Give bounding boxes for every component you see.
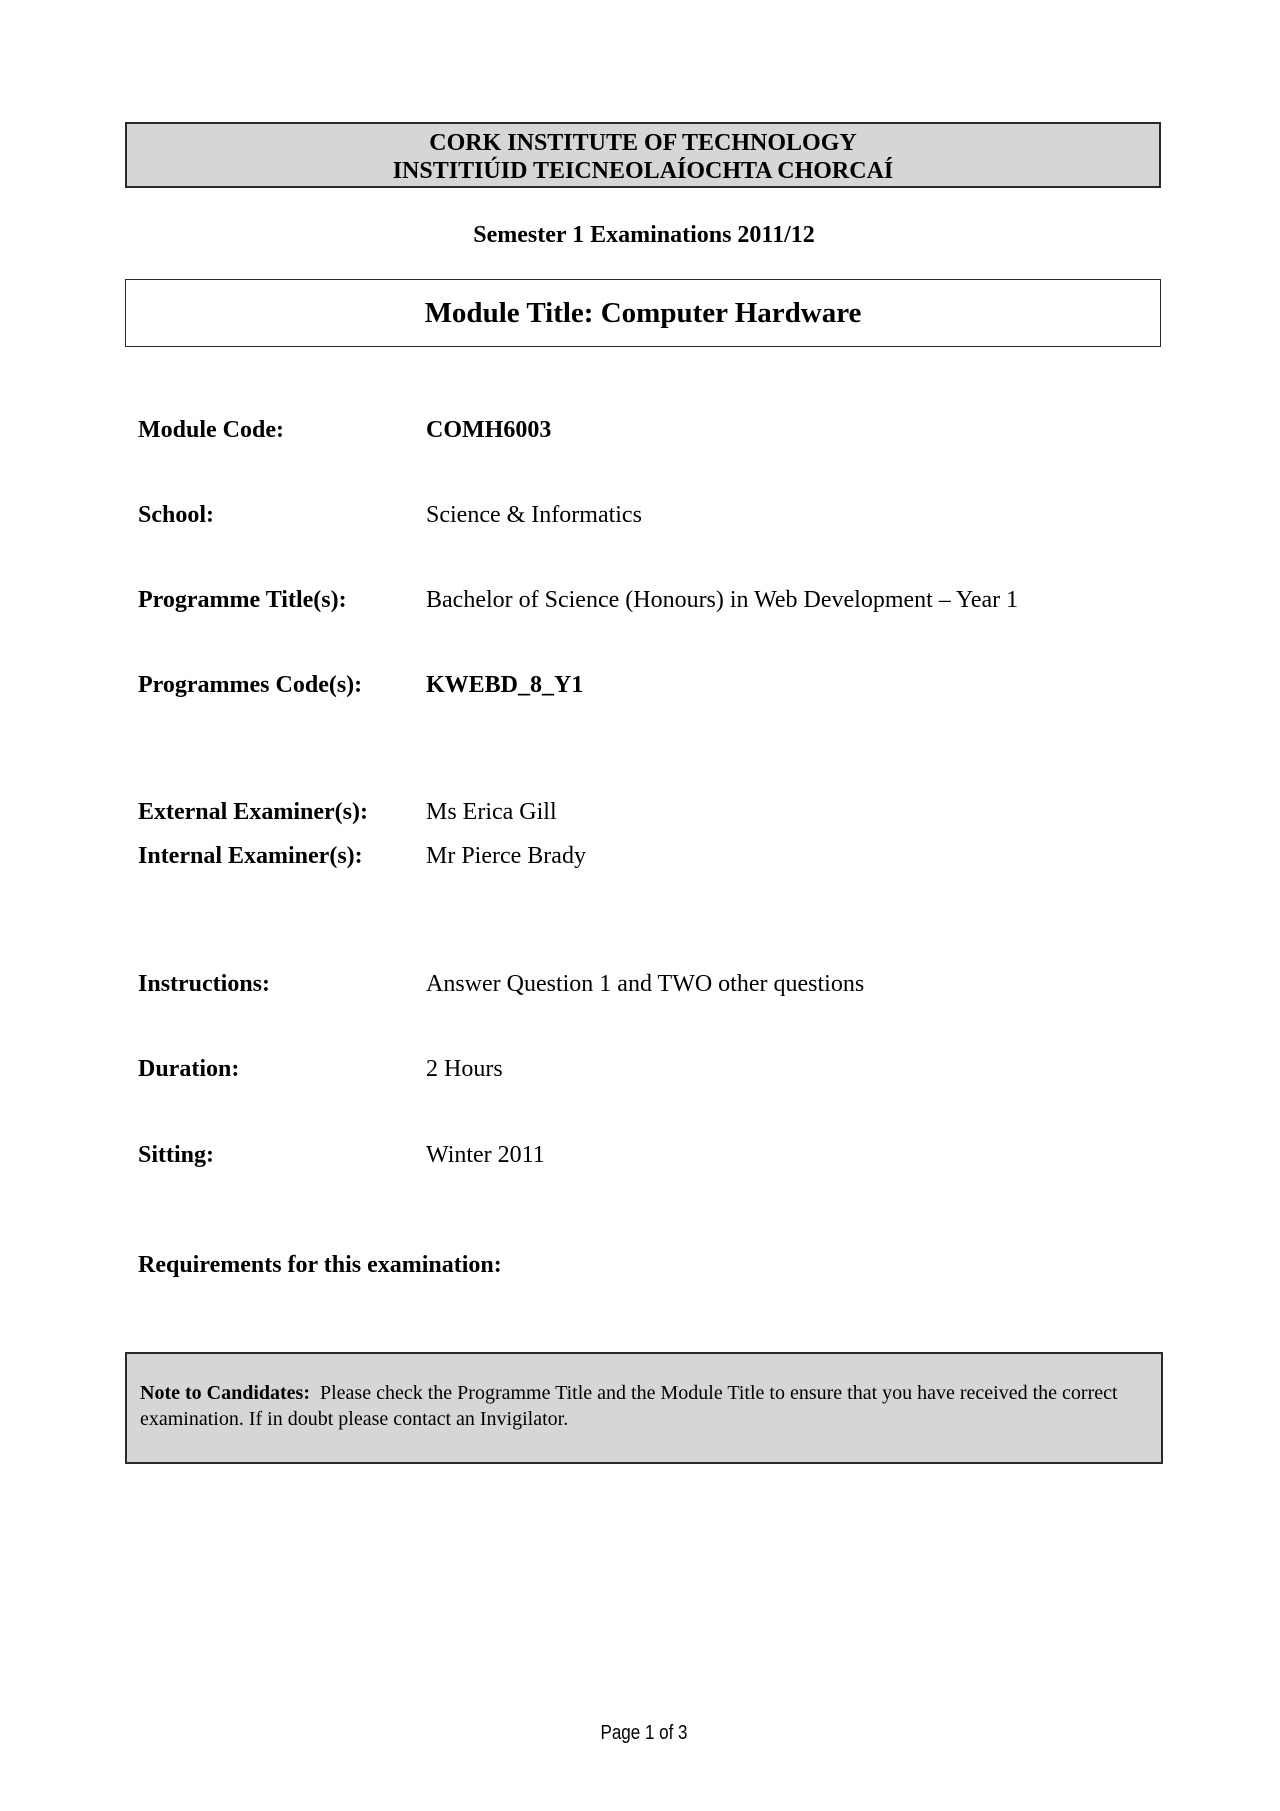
- module-title: Module Title: Computer Hardware: [125, 279, 1161, 347]
- programme-code-value: KWEBD_8_Y1: [426, 672, 584, 698]
- institution-header: [125, 122, 1161, 188]
- school-label: School:: [138, 502, 215, 528]
- instructions-label: Instructions:: [138, 971, 271, 997]
- internal-examiner-value: Mr Pierce Brady: [426, 843, 586, 869]
- programme-title-label: Programme Title(s):: [138, 587, 347, 613]
- sitting-label: Sitting:: [138, 1142, 215, 1168]
- note-text: Please check the Programme Title and the Module Title to ensure that you have received the correct examination. If in doubt please contact an Invigilator.: [140, 1382, 1118, 1430]
- internal-examiner-label: Internal Examiner(s):: [138, 843, 363, 869]
- duration-value: 2 Hours: [426, 1056, 503, 1082]
- module-code-label: Module Code:: [138, 417, 284, 443]
- programme-title-value: Bachelor of Science (Honours) in Web Development – Year 1: [426, 587, 1019, 613]
- requirements-heading: Requirements for this examination:: [138, 1252, 502, 1278]
- module-code-value: COMH6003: [426, 417, 552, 443]
- external-examiner-value: Ms Erica Gill: [426, 799, 557, 825]
- semester-heading: Semester 1 Examinations 2011/12: [473, 222, 815, 248]
- sitting-value: Winter 2011: [426, 1142, 545, 1168]
- school-value: Science & Informatics: [426, 502, 642, 528]
- instructions-value: Answer Question 1 and TWO other questions: [426, 971, 865, 997]
- note-label: Note to Candidates:: [140, 1382, 310, 1404]
- institution-name-english: CORK INSTITUTE OF TECHNOLOGY: [429, 130, 857, 156]
- external-examiner-label: External Examiner(s):: [138, 799, 368, 825]
- duration-label: Duration:: [138, 1056, 240, 1082]
- institution-name-irish: INSTITIÚID TEICNEOLAÍOCHTA CHORCAÍ: [392, 158, 894, 184]
- programme-code-label: Programmes Code(s):: [138, 672, 363, 698]
- note-to-candidates: [125, 1352, 1163, 1464]
- page-number: Page 1 of 3: [600, 1722, 688, 1744]
